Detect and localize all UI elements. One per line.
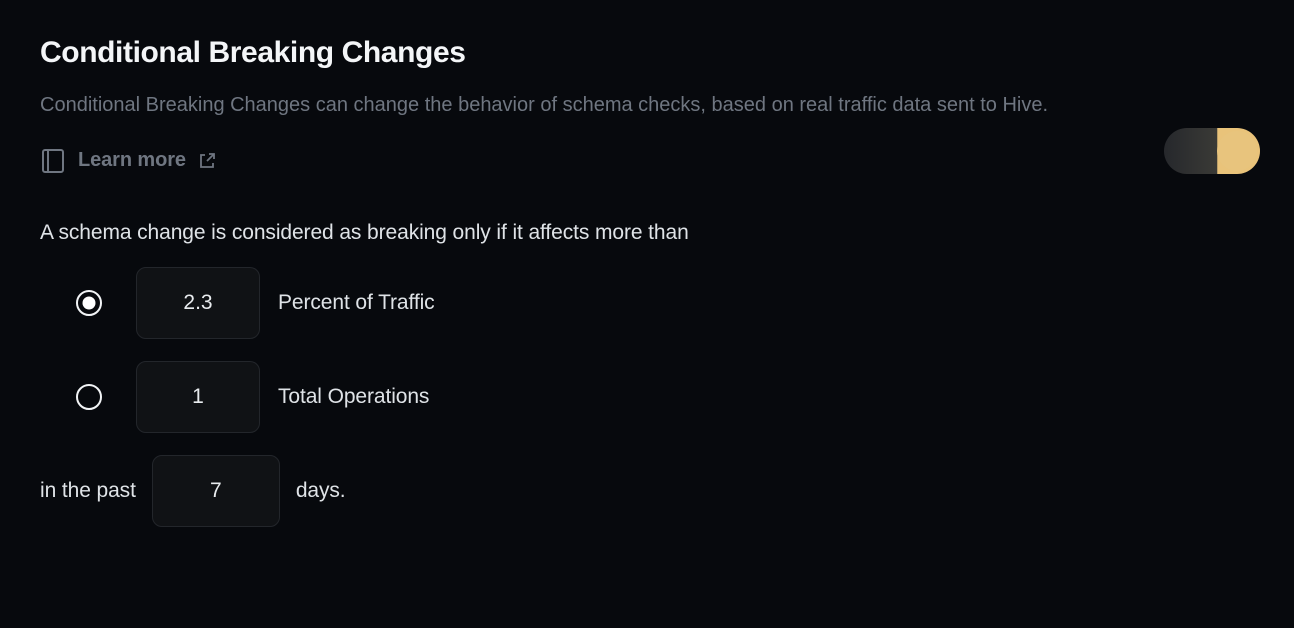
learn-more-link[interactable]: Learn more (78, 149, 186, 171)
conditional-breaking-changes-toggle[interactable] (1164, 128, 1260, 174)
total-operations-input[interactable] (136, 361, 260, 433)
radio-total-operations[interactable] (76, 384, 102, 410)
percent-of-traffic-label: Percent of Traffic (278, 290, 435, 314)
period-row (40, 455, 1254, 527)
option-total-operations-row (40, 361, 1254, 433)
radio-percent-of-traffic[interactable] (76, 290, 102, 316)
toggle-knob (1217, 131, 1257, 171)
period-prefix-label: in the past (40, 478, 136, 502)
rule-sentence: A schema change is considered as breaking only if it affects more than (40, 220, 689, 244)
period-days-input[interactable] (152, 455, 280, 527)
panel-description: Conditional Breaking Changes can change the behavior of schema checks, based on real traffic data sent to Hive. (40, 93, 1049, 116)
option-percent-of-traffic-row (40, 267, 1254, 339)
external-link-icon[interactable] (198, 152, 216, 170)
learn-more-row[interactable] (40, 147, 1254, 175)
book-icon (40, 147, 66, 175)
page-title: Conditional Breaking Changes (40, 36, 466, 69)
percent-of-traffic-input[interactable] (136, 267, 260, 339)
period-suffix-label: days. (295, 478, 346, 502)
total-operations-label: Total Operations (278, 384, 430, 408)
